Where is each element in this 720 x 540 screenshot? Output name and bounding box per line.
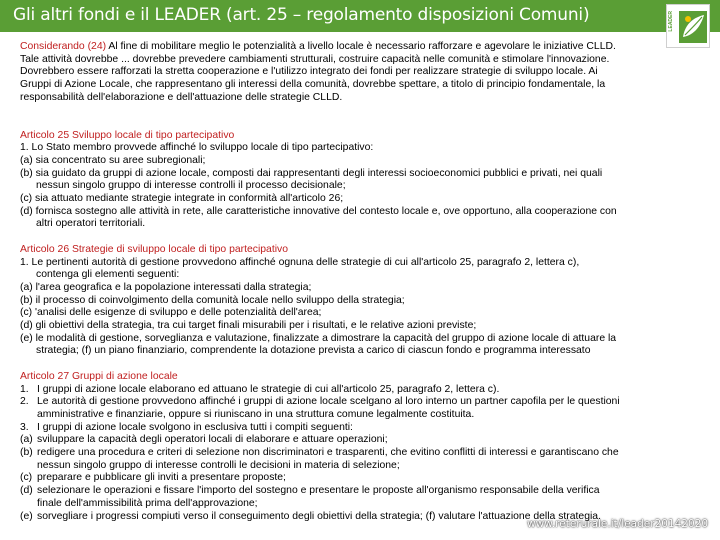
article-25-line: nessun singolo gruppo di interesse controlli il processo decisionale;: [36, 180, 346, 192]
article-27-item: 3. I gruppi di azione locale svolgono in esclusiva tutti i compiti seguenti:: [20, 421, 353, 433]
article-25-line: (a) sia concentrato su aree subregionali;: [20, 154, 206, 166]
article-27-item: (b) redigere una procedura e criteri di selezione non discriminatori e trasparenti, che evitino conflitti di interessi e garantiscano che: [20, 447, 619, 459]
slide-header: [0, 0, 720, 32]
article-26-line: strategia; (f) un piano finanziario, comprendente la dotazione prevista a carico di ciascun fondo e programma interessato: [36, 345, 591, 357]
considerando-line: Tale attività dovrebbe ... dovrebbe prevedere cambiamenti strutturali, costruire capacità nelle comunità e stimolare l'innovazione.: [20, 53, 610, 65]
considerando-line: Dovrebbero essere rafforzati la stretta cooperazione e l'utilizzo integrato dei fondi per realizzare strategie di sviluppo locale. Ai: [20, 66, 598, 78]
article-25-line: (c) sia attuato mediante strategie integrate in conformità all'articolo 26;: [20, 193, 344, 205]
article-27-item: 2. Le autorità di gestione provvedono affinché i gruppi di azione locale scelgano al loro interno un partner capofila per le questioni: [20, 396, 620, 408]
article-27-item: (d) selezionare le operazioni e fissare l'importo del sostegno e presentare le proposte all'organismo responsabile della verifica: [20, 485, 600, 497]
article-26-line: (b) il processo di coinvolgimento della comunità locale nello sviluppo della strategia;: [20, 294, 405, 306]
article-26-line: (a) l'area geografica e la popolazione interessati dalla strategia;: [20, 281, 312, 293]
considerando-line: Gruppi di Azione Locale, che rappresentano gli interessi della comunità, dovrebbe spettare, a titolo di principio fondamentale, la: [20, 79, 606, 91]
article-25-line: (b) sia guidato da gruppi di azione locale, composti dai rappresentanti degli interessi socioeconomici pubblici e privati, nei quali: [20, 167, 603, 179]
article-27-heading: Articolo 27 Gruppi di azione locale: [20, 370, 178, 382]
article-27-item: (c) preparare e pubblicare gli inviti a presentare proposte;: [20, 472, 286, 484]
slide-body: [20, 41, 668, 523]
article-25-line: (d) fornisca sostegno alle attività in rete, alle caratteristiche innovative del contesto locale e, ove opportuno, alla cooperazione con: [20, 205, 617, 217]
considerando-label: Considerando (24): [20, 41, 107, 52]
article-26-heading: Articolo 26 Strategie di sviluppo locale di tipo partecipativo: [20, 243, 289, 255]
article-26-line: (c) 'analisi delle esigenze di sviluppo e delle potenzialità dell'area;: [20, 307, 322, 319]
article-27-item: (e) sorvegliare i progressi compiuti verso il conseguimento degli obiettivi della strategia; (f) valutare l'attuazione della strategia.: [20, 510, 601, 522]
considerando-line: Al fine di mobilitare meglio le potenzialità a livello locale è necessario rafforzare e agevolare le iniziative CLLD.: [106, 41, 616, 52]
considerando-line: responsabilità dell'elaborazione e dell'attuazione delle strategie CLLD.: [20, 91, 343, 103]
article-27-block: [20, 371, 668, 523]
article-27-item: (a) sviluppare la capacità degli operatori locali di elaborare e attuare operazioni;: [20, 434, 388, 446]
considerando-block: [20, 41, 668, 105]
article-25-heading: Articolo 25 Sviluppo locale di tipo partecipativo: [20, 129, 235, 141]
article-26-line: (e) le modalità di gestione, sorveglianza e valutazione, finalizzate a dimostrare la capacità del gruppo di azione locale di attuare la: [20, 332, 617, 344]
article-25-line: 1. Lo Stato membro provvede affinché lo sviluppo locale di tipo partecipativo:: [20, 142, 374, 154]
leaf-logo-icon: [667, 5, 711, 49]
article-26-line: 1. Le pertinenti autorità di gestione provvedono affinché ognuna delle strategie di cui all'articolo 25, paragrafo 2, lettera c),: [20, 256, 580, 268]
article-27-item: finale dell'ammissibilità prima dell'approvazione;: [37, 497, 258, 509]
article-25-block: [20, 130, 668, 232]
slide-title: Gli altri fondi e il LEADER (art. 25 – regolamento disposizioni Comuni): [13, 5, 590, 25]
article-26-line: (d) gli obiettivi della strategia, tra cui target finali misurabili per i risultati, e le relative azioni previste;: [20, 320, 477, 332]
leader-logo: [666, 4, 710, 48]
article-25-line: altri operatori territoriali.: [36, 218, 146, 230]
article-27-item: amministrative e finanziarie, oppure si riuniscano in una struttura comune legalmente costituita.: [37, 408, 475, 420]
article-27-item: 1. I gruppi di azione locale elaborano ed attuano le strategie di cui all'articolo 25, paragrafo 2, lettera c).: [20, 383, 500, 395]
article-26-line: contenga gli elementi seguenti:: [36, 269, 180, 281]
logo-text: LEADER: [668, 11, 674, 32]
article-26-block: [20, 244, 668, 358]
footer-url: www.reterurale.it/leader20142020: [527, 518, 708, 530]
article-27-item: nessun singolo gruppo di interesse controlli le decisioni in materia di selezione;: [37, 459, 400, 471]
